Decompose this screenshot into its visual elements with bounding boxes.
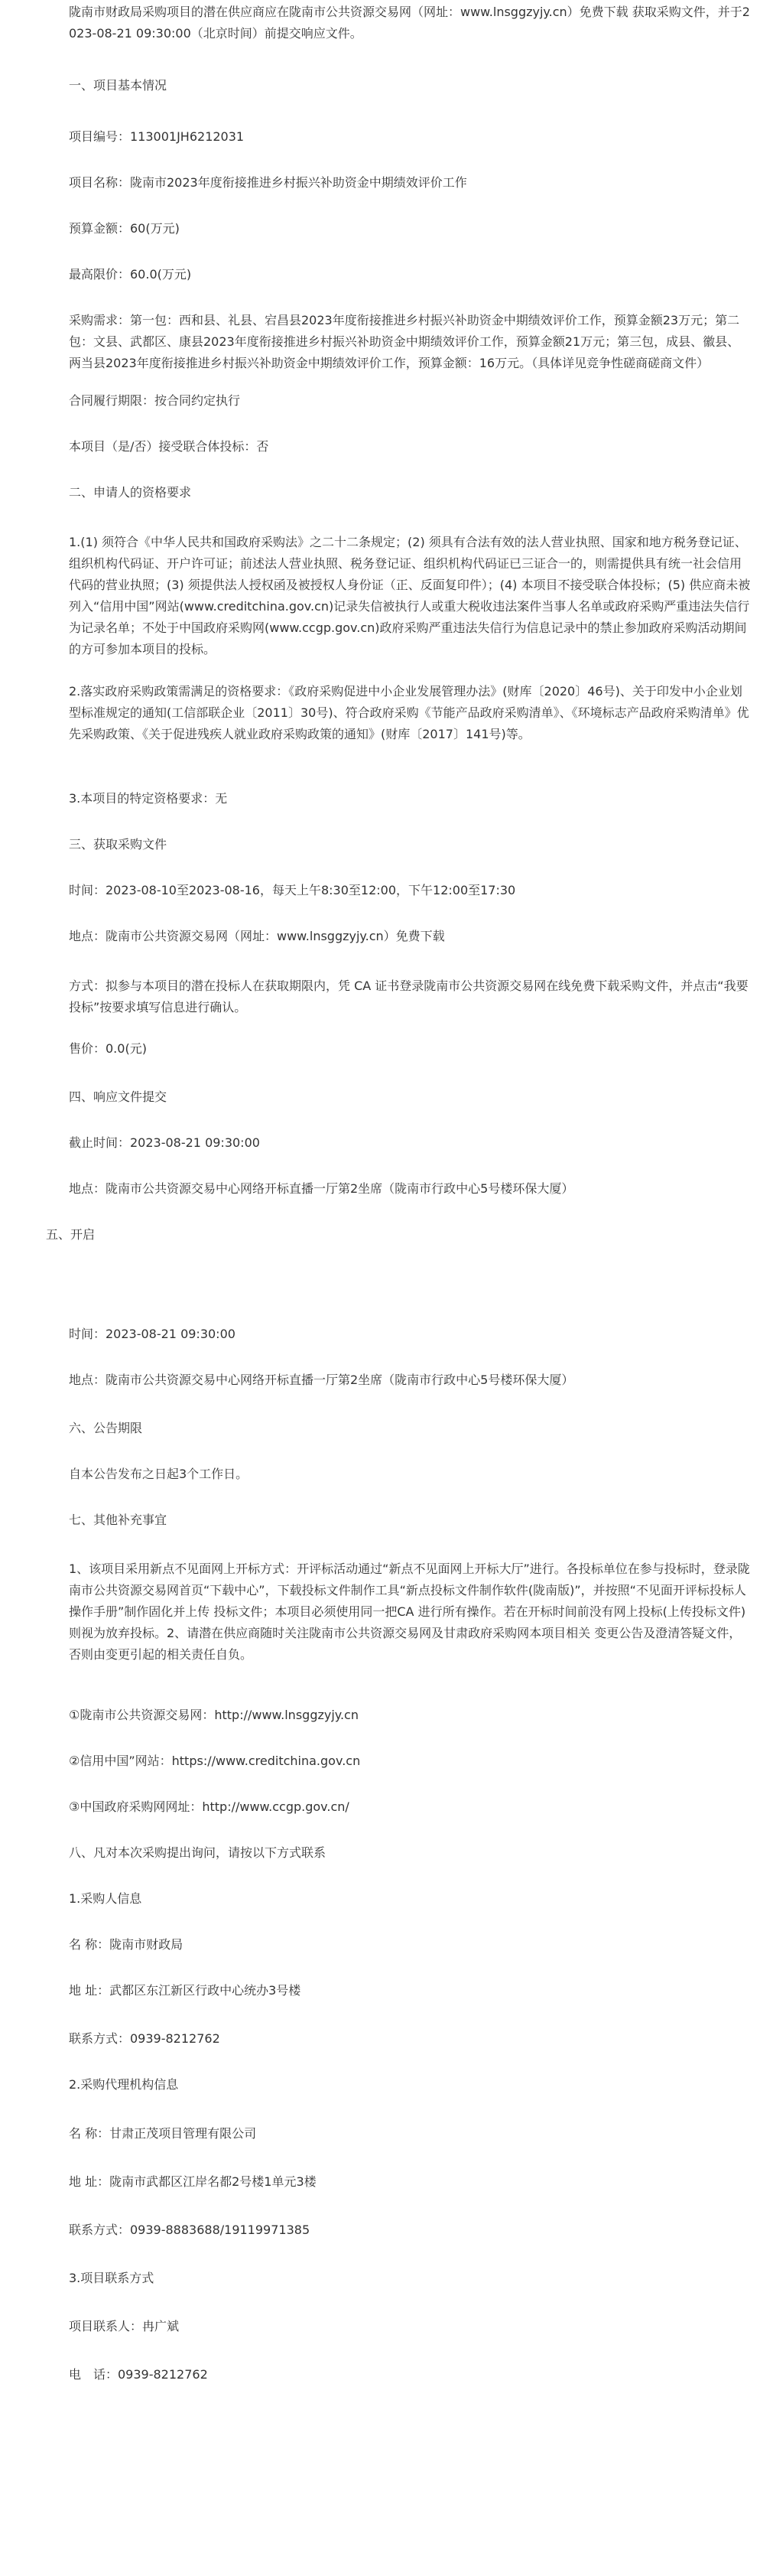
link-lnsggzyjy[interactable]: ①陇南市公共资源交易网：http://www.lnsggzyjy.cn xyxy=(69,1708,359,1722)
purchaser-info-heading: 1.采购人信息 xyxy=(69,1891,142,1906)
other-matters: 1、该项目采用新点不见面网上开标方式：开评标活动通过“新点不见面网上开标大厅”进行。各投标单位在参与投标时，登录陇南市公共资源交易网首页“下载中心”，下载投标文件制作工具“新点投标文件制作软件(陇南版)”，并按照“不见面开评标投标人操作手册”制作固化并上传 投标文件；本项目必须使用同一把CA 进行所有操作。若在开标时间前没有网上投标(上传投标文件) 则视为放弃投标。2、请潜在供应商随时关注陇南市公共资源交易网及甘肃政府采购网本项目相关 变更公告及澄清答疑文件，否则由变更引起的相关责任自负。 xyxy=(69,1562,750,1662)
agency-phone: 联系方式：0939-8883688/19119971385 xyxy=(69,2223,310,2237)
section-heading-other: 七、其他补充事宜 xyxy=(69,1513,167,1527)
obtain-method: 方式：拟参与本项目的潜在投标人在获取期限内，凭 CA 证书登录陇南市公共资源交易网在线免费下载采购文件，并点击“我要投标”按要求填写信息进行确认。 xyxy=(69,979,749,1014)
section-heading-project-info: 一、项目基本情况 xyxy=(69,78,167,93)
qualification-2: 2.落实政府采购政策需满足的资格要求：《政府采购促进中小企业发展管理办法》(财库〔2020〕46号)、关于印发中小企业划型标准规定的通知(工信部联企业〔2011〕30号)、符合政府采购《节能产品政府采购清单》、《环境标志产品政府采购清单》优先采购政策、《关于促进残疾人就业政府采购政策的通知》(财库〔2017〕141号)等。 xyxy=(69,684,749,741)
opening-time: 时间：2023-08-21 09:30:00 xyxy=(69,1327,235,1341)
project-name: 项目名称：陇南市2023年度衔接推进乡村振兴补助资金中期绩效评价工作 xyxy=(69,175,467,190)
agency-info-heading: 2.采购代理机构信息 xyxy=(69,2077,179,2092)
agency-address: 地 址：陇南市武都区江岸名都2号楼1单元3楼 xyxy=(69,2174,317,2189)
agency-name: 名 称：甘肃正茂项目管理有限公司 xyxy=(69,2126,257,2141)
purchaser-name: 名 称：陇南市财政局 xyxy=(69,1937,184,1952)
joint-bid: 本项目（是/否）接受联合体投标：否 xyxy=(69,439,269,454)
link-ccgp[interactable]: ③中国政府采购网网址：http://www.ccgp.gov.cn/ xyxy=(69,1799,349,1814)
obtain-place: 地点：陇南市公共资源交易网（网址：www.lnsggzyjy.cn）免费下载 xyxy=(69,929,445,943)
section-heading-obtain-documents: 三、获取采购文件 xyxy=(69,837,167,852)
max-price: 最高限价：60.0(万元) xyxy=(69,267,192,282)
qualification-3: 3.本项目的特定资格要求：无 xyxy=(69,791,228,806)
procurement-requirements: 采购需求：第一包：西和县、礼县、宕昌县2023年度衔接推进乡村振兴补助资金中期绩效评价工作，预算金额23万元；第二包：文县、武都区、康县2023年度衔接推进乡村振兴补助资金中期绩效评价工作，预算金额21万元；第三包，成县、徽县、两当县2023年度衔接推进乡村振兴补助资金中期绩效评价工作，预算金额：16万元。（具体详见竞争性磋商磋商文件） xyxy=(69,313,740,370)
document-price: 售价：0.0(元) xyxy=(69,1041,147,1056)
purchaser-phone: 联系方式：0939-8212762 xyxy=(69,2031,220,2046)
obtain-time: 时间：2023-08-10至2023-08-16，每天上午8:30至12:00，下午12:00至17:30 xyxy=(69,883,516,897)
opening-place: 地点：陇南市公共资源交易中心网络开标直播一厅第2坐席（陇南市行政中心5号楼环保大厦） xyxy=(69,1373,574,1387)
project-number: 项目编号：113001JH6212031 xyxy=(69,129,245,144)
section-heading-qualifications: 二、申请人的资格要求 xyxy=(69,485,192,500)
submission-deadline: 截止时间：2023-08-21 09:30:00 xyxy=(69,1135,260,1150)
qualification-1: 1.(1) 须符合《中华人民共和国政府采购法》之二十二条规定；(2) 须具有合法有效的法人营业执照、国家和地方税务登记证、组织机构代码证、开户许可证；前述法人营业执照、税务登记证、组织机构代码证已三证合一的，则需提供具有统一社会信用代码的营业执照；(3) 须提供法人授权函及被授权人身份证（正、反面复印件）；(4) 本项目不接受联合体投标；(5) 供应商未被列入“信用中国”网站(www.creditchina.gov.cn)记录失信被执行人或重大税收违法案件当事人名单或政府采购严重违法失信行为记录名单；不处于中国政府采购网(www.ccgp.gov.cn)政府采购严重违法失信行为信息记录中的禁止参加政府采购活动期间的方可参加本项目的投标。 xyxy=(69,535,751,656)
section-heading-submission: 四、响应文件提交 xyxy=(69,1089,167,1104)
section-heading-notice-period: 六、公告期限 xyxy=(69,1421,143,1435)
budget-amount: 预算金额：60(万元) xyxy=(69,221,180,236)
link-creditchina[interactable]: ②信用中国”网站：https://www.creditchina.gov.cn xyxy=(69,1754,361,1768)
project-contact-person: 项目联系人：冉广斌 xyxy=(69,2319,180,2333)
contract-period: 合同履行期限：按合同约定执行 xyxy=(69,393,241,408)
section-heading-opening: 五、开启 xyxy=(46,1227,96,1242)
purchaser-address: 地 址：武都区东江新区行政中心统办3号楼 xyxy=(69,1983,301,1998)
project-contact-phone: 电 话：0939-8212762 xyxy=(69,2367,208,2382)
intro-paragraph: 陇南市财政局采购项目的潜在供应商应在陇南市公共资源交易网（网址：www.lnsggzyjy.cn）免费下载 获取采购文件，并于2023-08-21 09:30:00（北京时间）前提交响应文件。 xyxy=(69,5,750,41)
section-heading-contact: 八、凡对本次采购提出询问，请按以下方式联系 xyxy=(69,1845,326,1860)
notice-period: 自本公告发布之日起3个工作日。 xyxy=(69,1467,248,1481)
project-contact-heading: 3.项目联系方式 xyxy=(69,2271,154,2285)
submission-place: 地点：陇南市公共资源交易中心网络开标直播一厅第2坐席（陇南市行政中心5号楼环保大厦） xyxy=(69,1181,574,1196)
